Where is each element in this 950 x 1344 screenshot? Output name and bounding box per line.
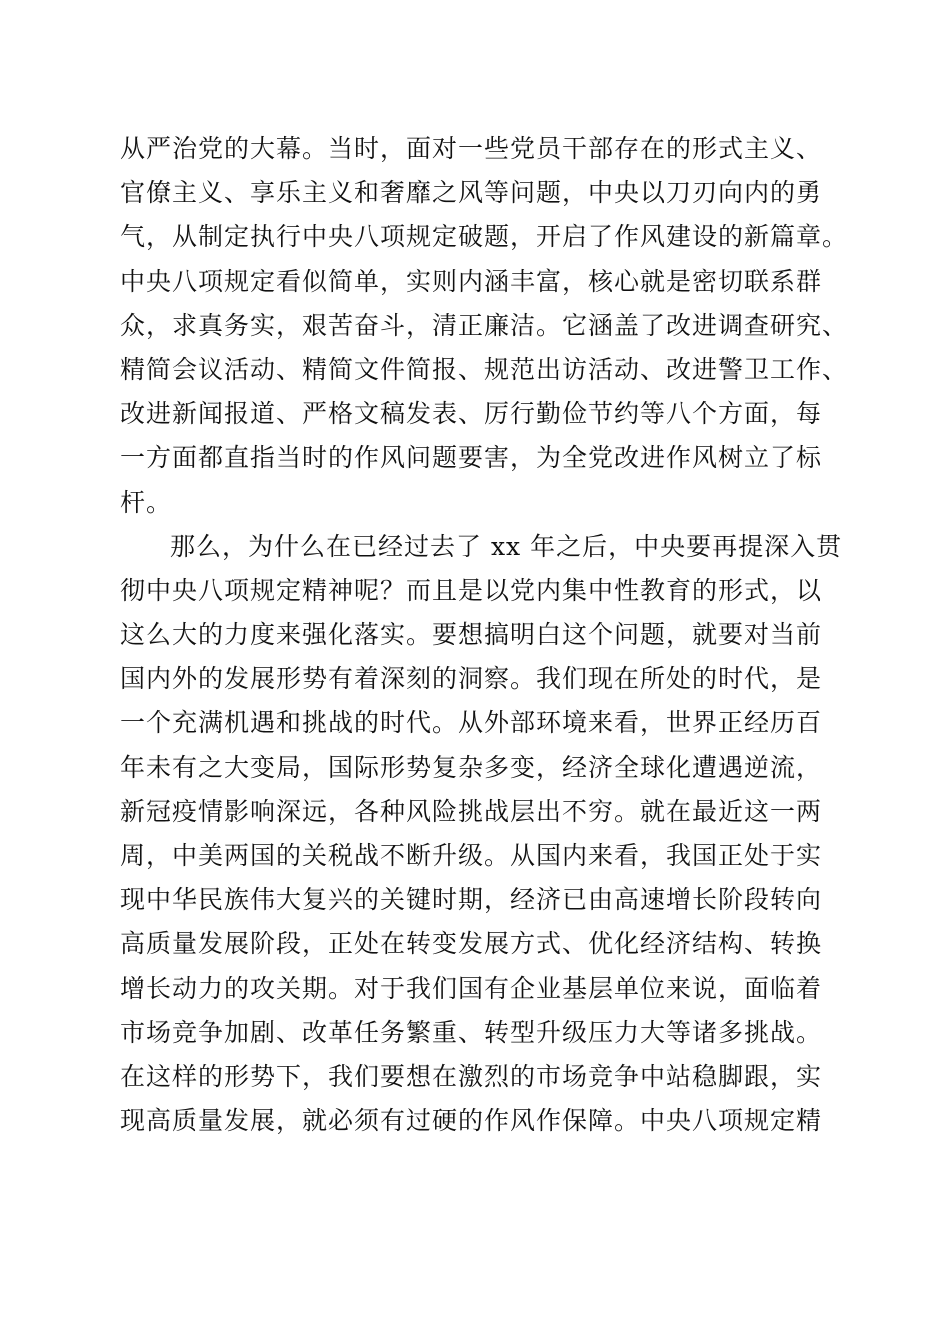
- text-line: 增长动力的攻关期。对于我们国有企业基层单位来说，面临着: [120, 973, 823, 1003]
- text-line: 彻中央八项规定精神呢？而且是以党内集中性教育的形式，以: [120, 575, 823, 605]
- text-line: 在这样的形势下，我们要想在激烈的市场竞争中站稳脚跟，实: [120, 1061, 823, 1091]
- text-line: 官僚主义、享乐主义和奢靡之风等问题，中央以刀刃向内的勇: [120, 178, 823, 208]
- text-line: 一个充满机遇和挑战的时代。从外部环境来看，世界正经历百: [120, 708, 823, 738]
- text-line: 国内外的发展形势有着深刻的洞察。我们现在所处的时代，是: [120, 664, 823, 694]
- paragraph-1: [120, 127, 850, 525]
- text-line: 市场竞争加剧、改革任务繁重、转型升级压力大等诸多挑战。: [120, 1017, 823, 1047]
- text-line: 这么大的力度来强化落实。要想搞明白这个问题，就要对当前: [120, 620, 823, 650]
- text-line: 中央八项规定看似简单，实则内涵丰富，核心就是密切联系群: [120, 266, 823, 296]
- text-line: 那么，为什么在已经过去了 xx 年之后，中央要再提深入贯: [170, 531, 843, 561]
- text-line: 现高质量发展，就必须有过硬的作风作保障。中央八项规定精: [120, 1106, 823, 1136]
- paragraph-2: [120, 525, 850, 1144]
- text-line: 改进新闻报道、严格文稿发表、厉行勤俭节约等八个方面，每: [120, 399, 823, 429]
- text-line: 年未有之大变局，国际形势复杂多变，经济全球化遭遇逆流，: [120, 752, 823, 782]
- text-line: 周，中美两国的关税战不断升级。从国内来看，我国正处于实: [120, 841, 823, 870]
- text-line: 气，从制定执行中央八项规定破题，开启了作风建设的新篇章。: [120, 222, 849, 252]
- text-line: 从严治党的大幕。当时，面对一些党员干部存在的形式主义、: [120, 134, 823, 163]
- text-line: 一方面都直指当时的作风问题要害，为全党改进作风树立了标: [120, 443, 823, 473]
- text-line: 现中华民族伟大复兴的关键时期，经济已由高速增长阶段转向: [120, 885, 823, 915]
- text-line: 精简会议活动、精简文件简报、规范出访活动、改进警卫工作、: [120, 354, 849, 384]
- text-line: 新冠疫情影响深远，各种风险挑战层出不穷。就在最近这一两: [120, 796, 823, 826]
- text-line: 杆。: [120, 487, 173, 517]
- text-line: 众，求真务实，艰苦奋斗，清正廉洁。它涵盖了改进调查研究、: [120, 310, 849, 340]
- body-text: [120, 127, 850, 1143]
- text-line: 高质量发展阶段，正处在转变发展方式、优化经济结构、转换: [120, 929, 823, 959]
